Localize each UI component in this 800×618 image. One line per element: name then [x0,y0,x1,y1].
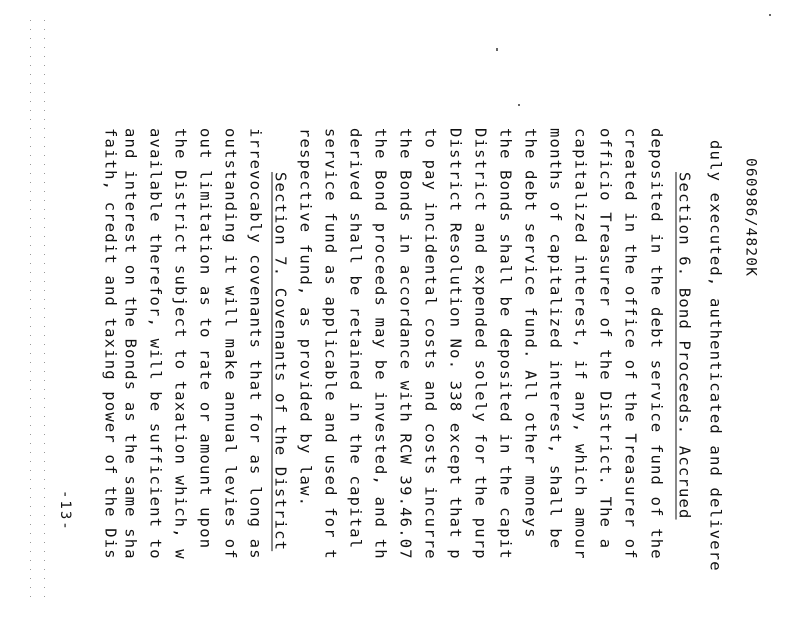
text-line-15: derived shall be retained in the capital [346,128,365,550]
page-number: -13- [57,490,73,532]
text-line-25: faith, credit and taxing power of the Dis [101,128,120,560]
text-line-19: irrevocably covenants that for as long as [246,128,265,560]
text-line-18: Section 7. Covenants of the District [271,172,290,552]
text-line-24: and interest on the Bonds as the same sha [121,128,140,560]
scan-speck [518,104,520,106]
text-line-13: the Bonds in accordance with RCW 39.46.07 [396,128,415,560]
text-line-16: service fund as applicable and used for t [321,128,340,560]
scan-artifact-margin [30,20,31,600]
text-line-8: the debt service fund. All other moneys [521,128,540,539]
scan-artifact-margin [44,20,45,600]
text-line-5: officio Treasurer of the District. The a [596,128,615,550]
text-line-22: the District subject to taxation which, w [171,128,190,560]
text-line-6: capitalized interest, if any, which amour [571,128,590,560]
text-line-20: outstanding it will make annual levies of [221,128,240,560]
text-line-9: the Bonds shall be deposited in the capit [496,128,515,560]
scan-speck [496,48,498,51]
text-line-10: District and expended solely for the purp [471,128,490,560]
text-line-14: the Bond proceeds may be invested, and th [371,128,390,560]
text-line-11: District Resolution No. 338 except that p [446,128,465,560]
text-line-17: respective fund, as provided by law. [296,128,315,508]
document-id: 060986/4820K [742,158,759,278]
text-line-7: months of capitalized interest, shall be [546,128,565,550]
text-line-1: duly executed, authenticated and delivere [706,140,725,572]
text-line-23: available therefor, will be sufficient to [146,128,165,560]
text-line-12: to pay incidental costs and costs incurre [421,128,440,560]
text-line-4: created in the office of the Treasurer of [621,128,640,560]
text-line-3: deposited in the debt service fund of the [647,128,666,560]
scan-speck [769,14,771,16]
text-line-21: out limitation as to rate or amount upon [196,128,215,550]
text-line-2: Section 6. Bond Proceeds. Accrued [675,172,694,520]
